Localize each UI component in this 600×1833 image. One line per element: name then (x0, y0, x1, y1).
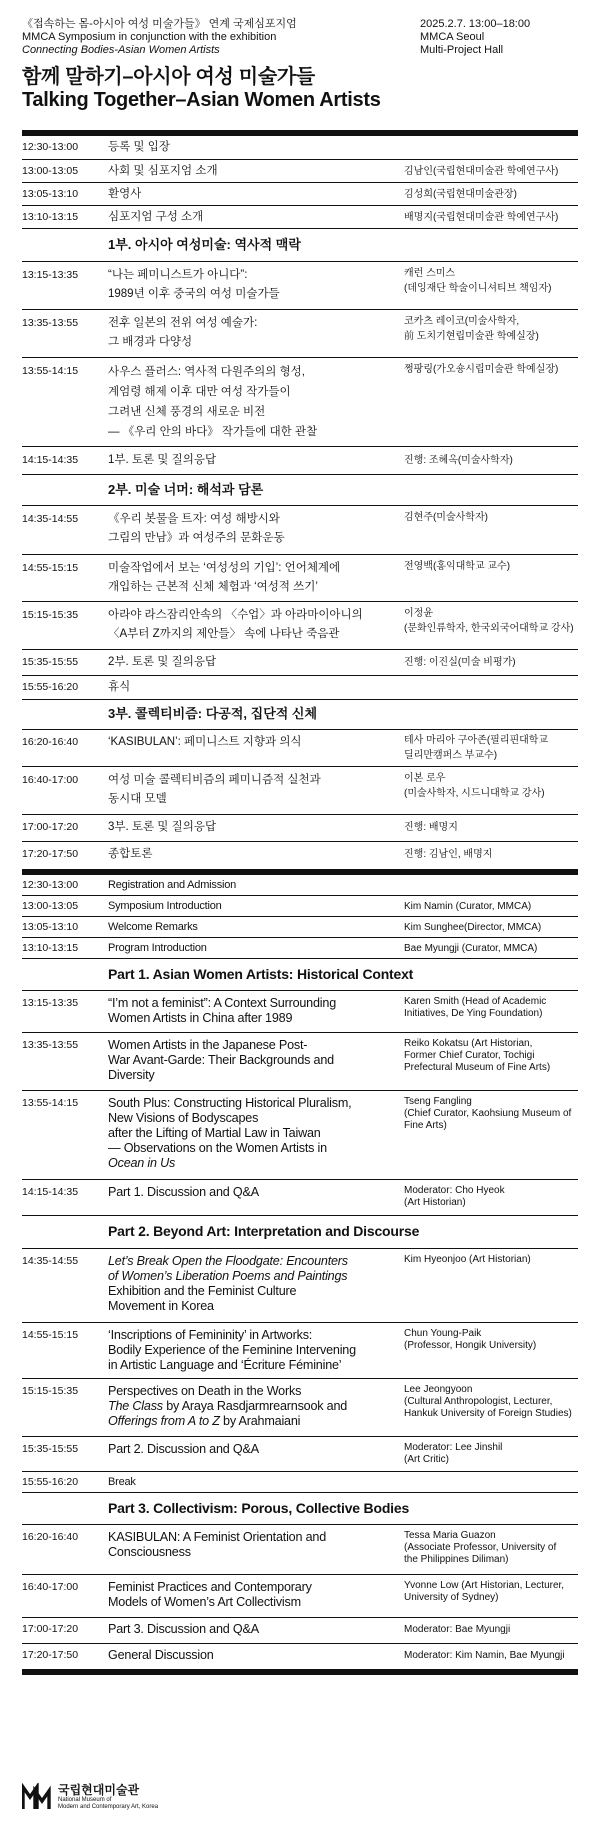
row-title: 종합토론 (108, 848, 153, 860)
poster (22, 0, 578, 1675)
title-line: 전후 일본의 전위 여성 예술가: (108, 317, 258, 329)
schedule-row (22, 602, 578, 650)
schedule-row (22, 875, 578, 896)
row-time: 17:00-17:20 (22, 1623, 79, 1635)
row-time: 14:35-14:55 (22, 1255, 79, 1267)
row-person: 진행: 이진실(미술 비평가) (404, 657, 516, 668)
mmca-logo-icon (22, 1783, 52, 1811)
row-person (404, 1185, 578, 1215)
person-line: Tseng Fangling (404, 1096, 472, 1107)
row-title: 휴식 (108, 681, 131, 693)
header-hall: Multi-Project Hall (420, 44, 504, 56)
row-title: 등록 및 입장 (108, 141, 170, 153)
person-line: Yvonne Low (Art Historian, Lecturer, (404, 1580, 565, 1591)
schedule-row (22, 1644, 578, 1669)
row-title: Symposium Introduction (108, 900, 222, 912)
footer-logo (22, 1783, 158, 1811)
row-person (404, 266, 578, 309)
row-person (404, 771, 578, 814)
row-person: 김남인(국립현대미술관 학예연구사) (404, 166, 559, 177)
schedule-row (22, 917, 578, 938)
row-title: ‘KASIBULAN’: 페미니스트 지향과 의식 (108, 736, 302, 748)
title-line: “나는 페미니스트가 아니다”: (108, 269, 248, 281)
row-title (108, 559, 404, 601)
row-title: Part 3. Discussion and Q&A (108, 1622, 259, 1636)
schedule-row (22, 206, 578, 229)
row-time: 13:15-13:35 (22, 269, 79, 281)
row-time: 13:35-13:55 (22, 317, 79, 329)
row-title: 1부. 토론 및 질의응답 (108, 454, 217, 466)
title-line: 〈A부터 Z까지의 제안들〉 속에 나타난 죽음관 (108, 628, 340, 640)
person-line: 이정윤 (404, 608, 433, 619)
row-title: Part 1. Discussion and Q&A (108, 1185, 259, 1199)
title-text: by Araya Rasdjarmrearnsook and (162, 1399, 348, 1413)
schedule-row (22, 815, 578, 842)
row-person (404, 996, 578, 1032)
row-title: General Discussion (108, 1648, 214, 1662)
row-person (404, 733, 578, 766)
row-time: 15:15-15:35 (22, 609, 79, 621)
artwork-title: Offerings from A to Z (108, 1414, 220, 1428)
schedule-row (22, 676, 578, 700)
person-line: Moderator: Lee Jinshil (404, 1442, 503, 1453)
title-line (108, 1414, 392, 1429)
schedule-row (22, 1180, 578, 1216)
row-title (108, 1254, 404, 1322)
person-line: Initiatives, De Ying Foundation) (404, 1008, 543, 1019)
title-line: 미술작업에서 보는 ‘여성성의 기입’: 언어체계에 (108, 562, 341, 574)
row-person (404, 314, 578, 357)
person-line: 코카츠 레이코(미술사학자, (404, 316, 520, 327)
row-title (108, 510, 404, 554)
row-person (404, 878, 578, 895)
row-time: 16:20-16:40 (22, 1531, 79, 1543)
row-time: 13:35-13:55 (22, 1039, 79, 1051)
title-line: 그 배경과 다양성 (108, 336, 193, 348)
header (22, 0, 578, 130)
row-time: 13:05-13:10 (22, 188, 79, 200)
title-line: Movement in Korea (108, 1299, 214, 1313)
person-line: (문화인류학자, 한국외국어대학교 강사) (404, 623, 574, 634)
title-line: after the Lifting of Martial Law in Taiwan (108, 1126, 321, 1140)
title-line: KASIBULAN: A Feminist Orientation and (108, 1530, 326, 1544)
row-person (404, 1442, 578, 1471)
schedule-english (22, 875, 578, 1669)
title-line: Consciousness (108, 1545, 191, 1559)
title-line: Women Artists in China after 1989 (108, 1011, 293, 1025)
schedule-row (22, 991, 578, 1033)
section-heading-part2: Part 2. Beyond Art: Interpretation and Discourse (22, 1216, 578, 1249)
schedule-row (22, 767, 578, 815)
row-title (108, 1384, 404, 1436)
row-title: Program Introduction (108, 942, 207, 954)
title-korean: 함께 말하기–아시아 여성 미술가들 (22, 66, 315, 88)
person-line: (Cultural Anthropologist, Lecturer, (404, 1396, 553, 1407)
person-line: University of Sydney) (404, 1592, 499, 1603)
title-line: 아라야 라스잠리안속의 〈수업〉과 아라마이아니의 (108, 609, 363, 621)
row-person (404, 1530, 578, 1574)
row-title (108, 771, 404, 814)
person-line: Former Chief Curator, Tochigi (404, 1050, 535, 1061)
title-line: 계엄령 해제 이후 대만 여성 작가들이 (108, 386, 291, 398)
row-title (108, 1328, 404, 1378)
schedule-row (22, 555, 578, 602)
row-title: 사회 및 심포지엄 소개 (108, 165, 218, 177)
title-line: 사우스 플러스: 역사적 다원주의의 형성, (108, 366, 305, 378)
page-title (22, 66, 381, 112)
schedule-row (22, 358, 578, 447)
row-person: 배명지(국립현대미술관 학예연구사) (404, 212, 559, 223)
row-person: 진행: 조혜옥(미술사학자) (404, 455, 513, 466)
row-title: 3부. 토론 및 질의응답 (108, 821, 217, 833)
row-title: 환영사 (108, 188, 142, 200)
title-line: ‘Inscriptions of Femininity’ in Artworks: (108, 1328, 313, 1342)
person-line: (데잉재단 학술이니셔티브 책임자) (404, 283, 552, 294)
row-time: 14:55-15:15 (22, 562, 79, 574)
schedule-row (22, 136, 578, 160)
person-line: (미술사학자, 시드니대학교 강사) (404, 788, 545, 799)
artwork-title: The Class (108, 1399, 163, 1413)
title-line: Perspectives on Death in the Works (108, 1384, 302, 1398)
row-title: 심포지엄 구성 소개 (108, 211, 204, 223)
row-title (108, 1530, 404, 1574)
schedule-row (22, 1033, 578, 1091)
title-line (108, 1399, 392, 1414)
row-person: 김성희(국립현대미술관장) (404, 189, 517, 200)
row-person (404, 1580, 578, 1617)
schedule-row (22, 447, 578, 475)
person-line: (Professor, Hongik University) (404, 1340, 537, 1351)
person-line: Chun Young-Paik (404, 1328, 482, 1339)
row-person: Kim Sunghee(Director, MMCA) (404, 922, 542, 933)
row-title: Welcome Remarks (108, 921, 198, 933)
title-line: South Plus: Constructing Historical Pluralism, (108, 1096, 352, 1110)
row-person: Bae Myungji (Curator, MMCA) (404, 943, 538, 954)
row-time: 15:35-15:55 (22, 656, 79, 668)
schedule-row (22, 896, 578, 917)
row-person (404, 1384, 578, 1436)
title-line: 《우리 봇물을 트자: 여성 해방시와 (108, 513, 280, 525)
title-line: 1989년 이후 중국의 여성 미술가들 (108, 288, 280, 300)
title-text: by Arahmaiani (219, 1414, 301, 1428)
schedule-row (22, 1323, 578, 1379)
person-line: Prefectural Museum of Fine Arts) (404, 1062, 551, 1073)
row-time: 17:20-17:50 (22, 848, 79, 860)
row-person: 김현주(미술사학자) (404, 512, 488, 523)
row-title: 2부. 토론 및 질의응답 (108, 656, 217, 668)
row-title (108, 266, 404, 309)
row-title (108, 362, 404, 446)
row-person: Kim Namin (Curator, MMCA) (404, 901, 532, 912)
row-person (404, 1328, 578, 1378)
row-time: 13:10-13:15 (22, 211, 79, 223)
row-time: 15:15-15:35 (22, 1385, 79, 1397)
header-exhibition-title: Connecting Bodies-Asian Women Artists (22, 44, 220, 56)
section-heading-part2: 2부. 미술 너머: 해석과 담론 (22, 475, 578, 506)
row-title (108, 314, 404, 357)
row-person (404, 678, 578, 699)
title-line: Let’s Break Open the Floodgate: Encounters (108, 1254, 348, 1268)
header-event-info (22, 18, 412, 57)
header-venue: MMCA Seoul (420, 31, 485, 43)
person-line: 테사 마리아 구아존(필리핀대학교 (404, 735, 549, 746)
row-title: Break (108, 1476, 136, 1488)
row-time: 13:55-14:15 (22, 1097, 79, 1109)
row-time: 13:05-13:10 (22, 921, 79, 933)
row-time: 14:15-14:35 (22, 454, 79, 466)
person-line: Lee Jeongyoon (404, 1384, 473, 1395)
schedule-row (22, 938, 578, 959)
section-heading-part3: Part 3. Collectivism: Porous, Collective Bodies (22, 1493, 578, 1525)
title-line: in Artistic Language and ‘Écriture Féminine’ (108, 1358, 342, 1372)
title-line: 여성 미술 콜렉티비즘의 페미니즘적 실천과 (108, 774, 321, 786)
section-heading-part1: Part 1. Asian Women Artists: Historical Context (22, 959, 578, 991)
row-person: Moderator: Bae Myungji (404, 1624, 511, 1635)
title-english: Talking Together–Asian Women Artists (22, 89, 381, 111)
row-title (108, 1096, 404, 1179)
logo-english-line1: National Museum of (58, 1796, 112, 1803)
row-title (108, 606, 404, 649)
title-line: 개입하는 근본적 신체 체험과 ‘여성적 쓰기’ (108, 581, 318, 593)
row-title (108, 1038, 404, 1090)
person-line: 이본 로우 (404, 773, 446, 784)
row-time: 13:10-13:15 (22, 942, 79, 954)
schedule-row (22, 1472, 578, 1493)
person-line: (Art Historian) (404, 1197, 466, 1208)
title-line: Exhibition and the Feminist Culture (108, 1284, 297, 1298)
divider-bar (22, 1669, 578, 1675)
schedule-row (22, 183, 578, 206)
schedule-row (22, 1437, 578, 1472)
row-person: Kim Hyeonjoo (Art Historian) (404, 1254, 531, 1265)
schedule-row (22, 262, 578, 310)
row-time: 14:35-14:55 (22, 513, 79, 525)
person-line: Tessa Maria Guazon (404, 1530, 496, 1541)
schedule-row (22, 1618, 578, 1644)
header-date: 2025.2.7. 13:00–18:00 (420, 18, 531, 30)
person-line: Hankuk University of Foreign Studies) (404, 1408, 572, 1419)
schedule-row (22, 310, 578, 358)
schedule-row (22, 730, 578, 767)
row-title (108, 1580, 404, 1617)
row-time: 13:00-13:05 (22, 165, 79, 177)
person-line: Karen Smith (Head of Academic (404, 996, 547, 1007)
title-line: “I’m not a feminist”: A Context Surrounding (108, 996, 336, 1010)
row-time: 17:00-17:20 (22, 821, 79, 833)
person-line: (Art Critic) (404, 1454, 449, 1465)
row-time: 15:35-15:55 (22, 1443, 79, 1455)
schedule-row (22, 1525, 578, 1575)
row-person: 쩡팡링(가오숑시립미술관 학예실장) (404, 364, 559, 375)
header-exhibition-line: 《접속하는 몸-아시아 여성 미술가들》 연계 국제심포지엄 (22, 18, 297, 30)
person-line: Moderator: Cho Hyeok (404, 1185, 505, 1196)
row-title: Part 2. Discussion and Q&A (108, 1442, 259, 1456)
schedule-row (22, 1249, 578, 1323)
title-line: Models of Women’s Art Collectivism (108, 1595, 301, 1609)
row-person (404, 138, 578, 159)
person-line: 딜리만캠퍼스 부교수) (404, 750, 498, 761)
row-person: 전영백(홍익대학교 교수) (404, 561, 511, 572)
schedule-row (22, 842, 578, 869)
schedule-row (22, 506, 578, 555)
title-line: Feminist Practices and Contemporary (108, 1580, 312, 1594)
schedule-row (22, 160, 578, 183)
schedule-korean (22, 136, 578, 869)
schedule-row (22, 1379, 578, 1437)
schedule-row (22, 1575, 578, 1618)
logo-korean: 국립현대미술관 (58, 1782, 140, 1797)
person-line: Fine Arts) (404, 1120, 447, 1131)
row-time: 14:15-14:35 (22, 1186, 79, 1198)
row-person: 진행: 배명지 (404, 822, 458, 833)
row-time: 17:20-17:50 (22, 1649, 79, 1661)
title-line: Bodily Experience of the Feminine Intervening (108, 1343, 356, 1357)
row-time: 14:55-15:15 (22, 1329, 79, 1341)
header-symposium-line: MMCA Symposium in conjunction with the exhibition (22, 31, 277, 43)
row-person: 진행: 김남인, 배명지 (404, 849, 493, 860)
title-line: Ocean in Us (108, 1156, 176, 1170)
row-person (404, 1038, 578, 1090)
title-line: 그려낸 신체 풍경의 새로운 비전 (108, 406, 266, 418)
title-line: Women Artists in the Japanese Post- (108, 1038, 308, 1052)
title-line: 동시대 모델 (108, 793, 167, 805)
row-person (404, 606, 578, 649)
row-time: 15:55-16:20 (22, 1476, 79, 1488)
row-title: Registration and Admission (108, 879, 237, 891)
title-line: of Women’s Liberation Poems and Paintings (108, 1269, 348, 1283)
row-time: 16:40-17:00 (22, 1581, 79, 1593)
logo-wordmark (58, 1784, 158, 1811)
header-date-venue (420, 18, 580, 57)
row-time: 13:55-14:15 (22, 365, 79, 377)
row-time: 12:30-13:00 (22, 141, 79, 153)
person-line: Reiko Kokatsu (Art Historian, (404, 1038, 533, 1049)
row-time: 16:20-16:40 (22, 736, 79, 748)
logo-english-line2: Modern and Contemporary Art, Korea (58, 1803, 159, 1810)
person-line: 前 도치기현립미술관 학예실장) (404, 331, 539, 342)
title-line: — 《우리 안의 바다》 작가들에 대한 관찰 (108, 426, 318, 438)
row-person: Moderator: Kim Namin, Bae Myungji (404, 1650, 565, 1661)
row-person (404, 1096, 578, 1179)
person-line: (Associate Professor, University of (404, 1542, 557, 1553)
person-line: 캐런 스미스 (404, 268, 456, 279)
title-line: New Visions of Bodyscapes (108, 1111, 259, 1125)
section-heading-part3: 3부. 콜렉티비즘: 다공적, 집단적 신체 (22, 700, 578, 730)
section-heading-part1: 1부. 아시아 여성미술: 역사적 맥락 (22, 229, 578, 262)
title-line: War Avant-Garde: Their Backgrounds and (108, 1053, 334, 1067)
row-title (108, 996, 404, 1032)
title-line: 그림의 만남》과 여성주의 문화운동 (108, 532, 285, 544)
title-line: — Observations on the Women Artists in (108, 1141, 327, 1155)
row-time: 16:40-17:00 (22, 774, 79, 786)
person-line: (Chief Curator, Kaohsiung Museum of (404, 1108, 572, 1119)
person-line: the Philippines Diliman) (404, 1554, 509, 1565)
schedule-row (22, 650, 578, 676)
row-person (404, 1475, 578, 1492)
row-time: 13:00-13:05 (22, 900, 79, 912)
schedule-row (22, 1091, 578, 1180)
row-time: 15:55-16:20 (22, 681, 79, 693)
title-line: Diversity (108, 1068, 155, 1082)
row-time: 13:15-13:35 (22, 997, 79, 1009)
row-time: 12:30-13:00 (22, 879, 79, 891)
